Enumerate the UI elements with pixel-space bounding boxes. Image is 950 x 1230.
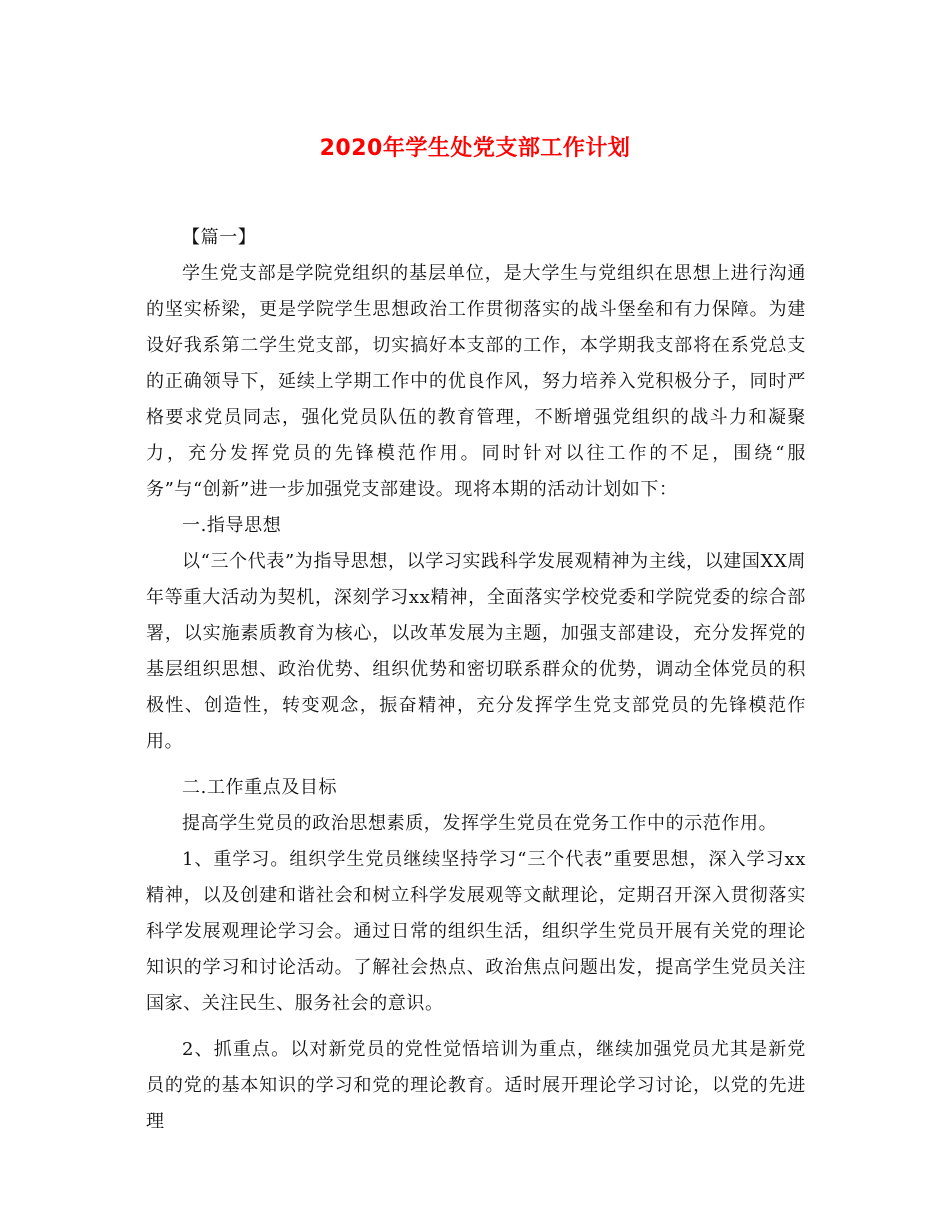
intro-paragraph: 学生党支部是学院党组织的基层单位，是大学生与党组织在思想上进行沟通的坚实桥梁，更是学院学生思想政治工作贯彻落实的战斗堡垒和有力保障。为建设好我系第二学生党支部，切实搞好本支部的工作，本学期我支部将在系党总支的正确领导下，延续上学期工作中的优良作风，努力培养入党积极分子，同时严格要求党员同志，强化党员队伍的教育管理，不断增强党组织的战斗力和凝聚力，充分发挥党员的先锋模范作用。同时针对以往工作的不足，围绕“服务”与“创新”进一步加强党支部建设。现将本期的活动计划如下： xyxy=(146,263,806,500)
guiding-ideology-paragraph: 以“三个代表”为指导思想，以学习实践科学发展观精神为主线，以建国XX周年等重大活动为契机，深刻学习xx精神，全面落实学校党委和学院党委的综合部署，以实施素质教育为核心，以改革发展为主题，加强支部建设，充分发挥党的基层组织思想、政治优势、组织优势和密切联系群众的优势，调动全体党员的积极性、创造性，转变观念，振奋精神，充分发挥学生党支部党员的先锋模范作用。 xyxy=(146,551,806,752)
document-title: 2020年学生处党支部工作计划 xyxy=(319,136,631,161)
work-focus-paragraph: 提高学生党员的政治思想素质，发挥学生党员在党务工作中的示范作用。 xyxy=(182,813,778,834)
section-heading-work-focus: 二.工作重点及目标 xyxy=(182,777,338,798)
document-body xyxy=(146,220,806,1140)
section-marker: 【篇一】 xyxy=(182,227,257,248)
item-1-paragraph: 1、重学习。组织学生党员继续坚持学习“三个代表”重要思想，深入学习xx精神，以及创建和谐社会和树立科学发展观等文献理论，定期召开深入贯彻落实科学发展观理论学习会。通过日常的组织生活，组织学生党员开展有关党的理论知识的学习和讨论活动。了解社会热点、政治焦点问题出发，提高学生党员关注国家、关注民生、服务社会的意识。 xyxy=(146,849,806,1014)
item-2-paragraph: 2、抓重点。以对新党员的党性觉悟培训为重点，继续加强党员尤其是新党员的党的基本知识的学习和党的理论教育。适时展开理论学习讨论，以党的先进理 xyxy=(146,1039,806,1132)
section-heading-guiding-ideology: 一.指导思想 xyxy=(182,515,282,536)
